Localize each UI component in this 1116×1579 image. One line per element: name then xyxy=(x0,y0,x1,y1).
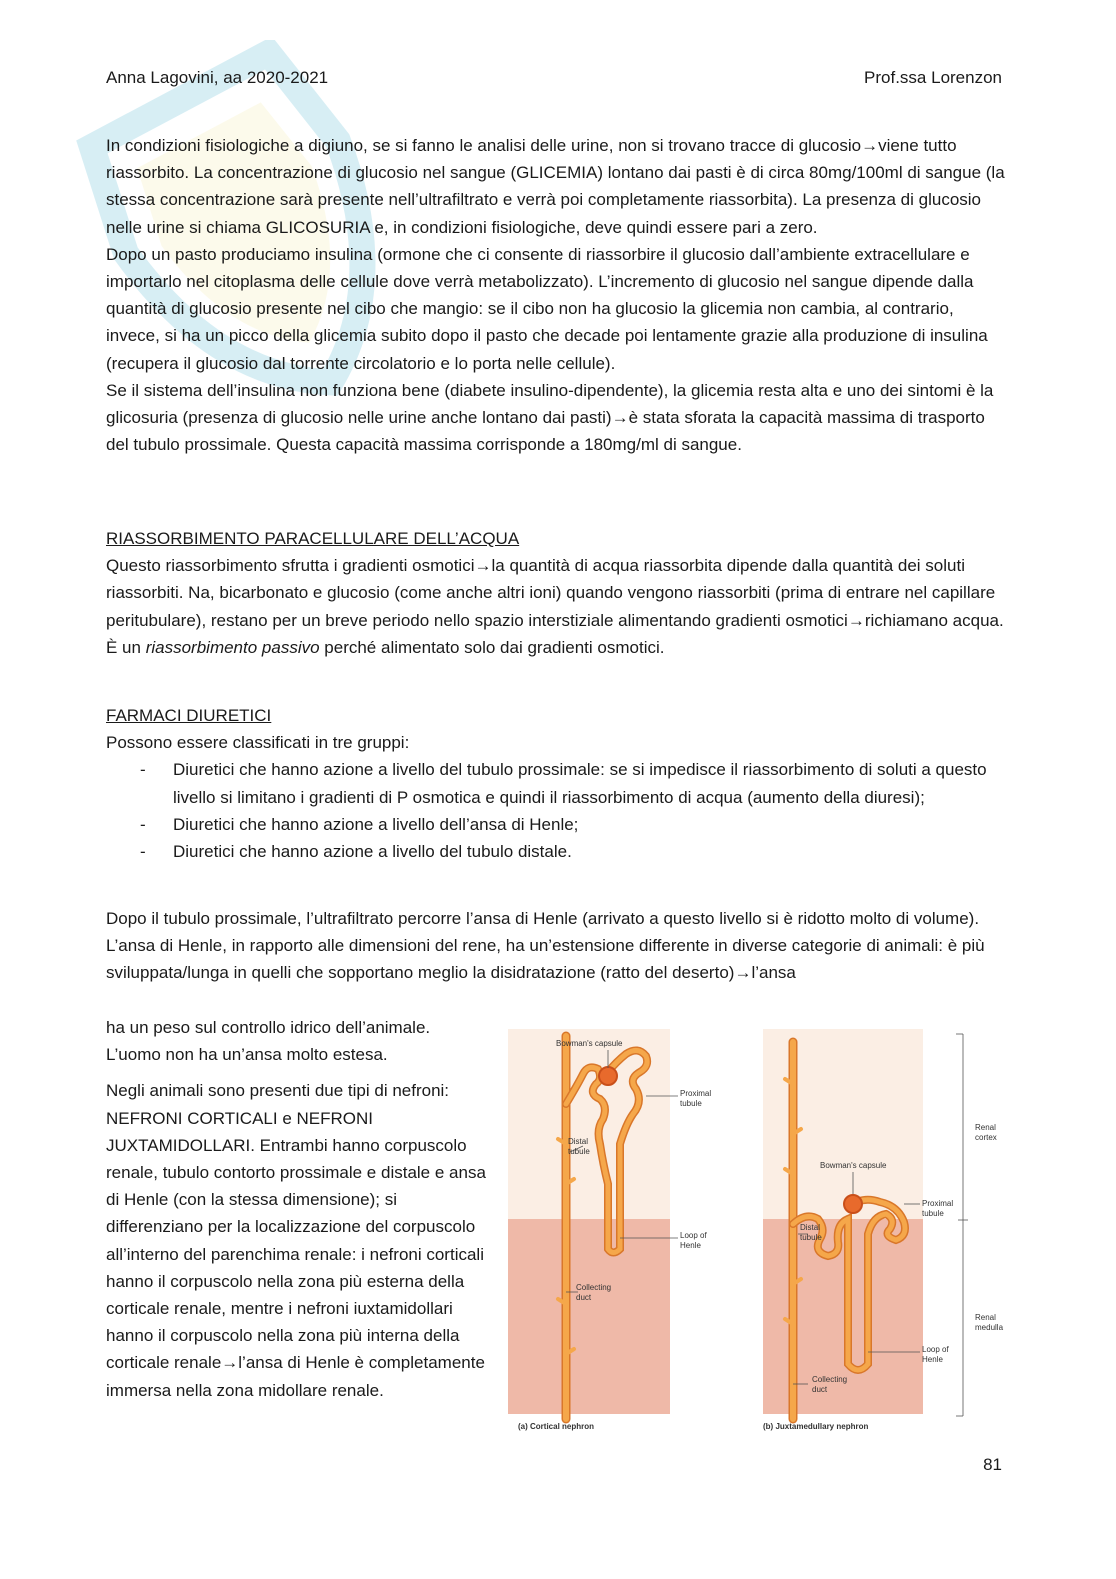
label-renal-cortex: Renal xyxy=(975,1123,996,1132)
label-proximal-a: Proximal xyxy=(680,1089,712,1098)
svg-text:Henle: Henle xyxy=(680,1241,701,1250)
arrow-icon: → xyxy=(221,1353,239,1373)
left-column xyxy=(106,1014,498,1404)
label-loop-b: Loop of xyxy=(922,1345,949,1354)
arrow-icon: → xyxy=(474,556,492,576)
label-proximal-b: Proximal xyxy=(922,1199,954,1208)
paragraph-insulin: Dopo un pasto produciamo insulina (ormone che ci consente di riassorbire il glucosio dall’ambiente extracellulare e importarlo nel citoplasma delle cellule dove verrà metabolizzato). L’incremento di glucosio nel sangue dipende dalla quantità di glucosio presente nel cibo che mangio: se il cibo non ha glucosio la glicemia non cambia, al contrario, invece, si ha un picco della glicemia subito dopo il pasto che decade poi lentamente grazie alla produzione di insulina (recupera il glucosio dal torrente circolatorio e lo porta nelle cellule). xyxy=(106,244,988,373)
arrow-icon: → xyxy=(611,408,629,428)
intro-block xyxy=(106,132,1006,458)
paragraph-henle-4: L’uomo non ha un’ansa molto estesa. xyxy=(106,1045,388,1065)
svg-text:tubule: tubule xyxy=(680,1099,702,1108)
paragraph-henle-2: L’ansa di Henle, in rapporto alle dimensioni del rene, ha un’estensione differente in diverse categorie di animali: è più sviluppata/lunga in quelli che sopportano meglio la disidratazione (ratto del deserto)→l’ansa xyxy=(106,936,985,983)
paragraph-henle-3: ha un peso sul controllo idrico dell’animale. xyxy=(106,1018,431,1037)
list-item: - Diuretici che hanno azione a livello dell’ansa di Henle; xyxy=(140,814,579,834)
section-heading: RIASSORBIMENTO PARACELLULARE DELL’ACQUA xyxy=(106,529,520,548)
caption-juxtamedullary: (b) Juxtamedullary nephron xyxy=(763,1422,869,1431)
svg-text:duct: duct xyxy=(812,1385,828,1394)
paragraph-henle-1: Dopo il tubulo prossimale, l’ultrafiltrato percorre l’ansa di Henle (arrivato a questo livello si è ridotto molto di volume). xyxy=(106,909,980,928)
section-heading: FARMACI DIURETICI xyxy=(106,706,272,725)
label-renal-medulla: Renal xyxy=(975,1313,996,1322)
svg-text:tubule: tubule xyxy=(922,1209,944,1218)
svg-text:medulla: medulla xyxy=(975,1323,1004,1332)
label-bowmans-b: Bowman's capsule xyxy=(820,1161,887,1170)
label-bowmans-a: Bowman's capsule xyxy=(556,1039,623,1048)
medulla-zone-b xyxy=(763,1219,923,1414)
svg-text:tubule: tubule xyxy=(568,1147,590,1156)
nephron-diagram xyxy=(508,1024,1013,1439)
svg-text:cortex: cortex xyxy=(975,1133,997,1142)
section-henle xyxy=(106,905,1006,987)
paragraph-passive: È un riassorbimento passivo perché alimentato solo dai gradienti osmotici. xyxy=(106,637,665,657)
label-collecting-b: Collecting xyxy=(812,1375,848,1384)
paragraph-water: Questo riassorbimento sfrutta i gradienti osmotici→la quantità di acqua riassorbita dipende dalla quantità dei soluti riassorbiti. Na, bicarbonato e glucosio (come anche altri ioni) quando vengono riassorbiti (prima di entrare nel capillare peritubulare), restano per un breve periodo nello spazio interstiziale alimentando gradienti osmotici→richiamano acqua. xyxy=(106,556,1004,630)
list-item: - Diuretici che hanno azione a livello del tubulo distale. xyxy=(140,842,572,862)
arrow-icon: → xyxy=(861,136,879,155)
arrow-icon: → xyxy=(734,963,752,983)
cortex-zone-b xyxy=(763,1029,923,1219)
medulla-zone-a xyxy=(508,1219,670,1414)
svg-text:duct: duct xyxy=(576,1293,592,1302)
paragraph-diabetes: Se il sistema dell’insulina non funziona bene (diabete insulino-dipendente), la glicemia resta alta e uno dei sintomi è la glicosuria (presenza di glucosio nelle urine anche lontano dai pasti)→è stata sforata la capacità massima di trasporto del tubulo prossimale. Questa capacità massima corrisponde a 180mg/ml di sangue. xyxy=(106,380,994,455)
caption-cortical: (a) Cortical nephron xyxy=(518,1422,595,1431)
paragraph-glucose: In condizioni fisiologiche a digiuno, se si fanno le analisi delle urine, non si trovano tracce di glucosio→viene tutto riassorbito. La concentrazione di glucosio nel sangue (GLICEMIA) lontano dai pasti è di circa 80mg/100ml di sangue (la stessa concentrazione sarà presente nell’ultrafiltrato e verrà poi completamente riassorbita). La presenza di glucosio nelle urine si chiama GLICOSURIA e, in condizioni fisiologiche, deve quindi essere pari a zero. xyxy=(106,136,1005,237)
label-collecting-a: Collecting xyxy=(576,1283,612,1292)
arrow-icon: → xyxy=(847,610,865,630)
header-professor: Prof.ssa Lorenzon xyxy=(864,68,1002,87)
page-number: 81 xyxy=(983,1455,1002,1474)
paragraph-diuretics-intro: Possono essere classificati in tre gruppi: xyxy=(106,733,410,753)
list-item: - Diuretici che hanno azione a livello del tubulo prossimale: se si impedisce il riassorbimento di soluti a questo livello si limitano i gradienti di P osmotica e quindi il riassorbimento di acqua (aumento della diuresi); xyxy=(140,760,987,807)
nephron-figure xyxy=(508,1024,1013,1439)
paragraph-nephrons: Negli animali sono presenti due tipi di nefroni: NEFRONI CORTICALI e NEFRONI JUXTAMIDOLLARI. Entrambi hanno corpuscolo renale, tubulo contorto prossimale e distale e ansa di Henle (con la stessa dimensione); si differenziano per la localizzazione del corpuscolo all’interno del parenchima renale: i nefroni corticali hanno il corpuscolo nella zona più esterna della corticale renale, mentre i nefroni iuxtamidollari hanno il corpuscolo nella zona più interna della corticale renale→l’ansa di Henle è completamente immersa nella zona midollare renale. xyxy=(106,1081,486,1400)
section-water-reabsorption xyxy=(106,525,1006,661)
section-diuretics xyxy=(106,702,1006,865)
label-loop-a: Loop of xyxy=(680,1231,707,1240)
svg-text:Henle: Henle xyxy=(922,1355,943,1364)
header-author: Anna Lagovini, aa 2020-2021 xyxy=(106,68,329,87)
svg-text:tubule: tubule xyxy=(800,1233,822,1242)
label-distal-b: Distal xyxy=(800,1223,821,1232)
diuretics-list xyxy=(106,756,1006,865)
label-distal-a: Distal xyxy=(568,1137,589,1146)
